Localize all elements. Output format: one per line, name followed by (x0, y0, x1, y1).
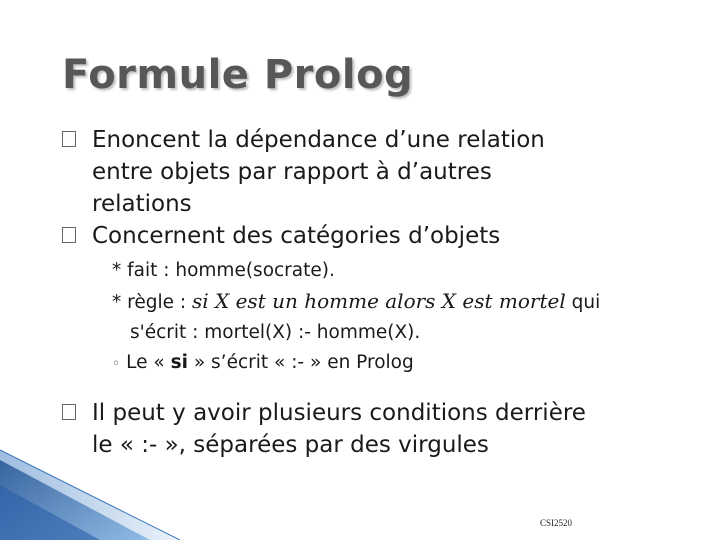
le-prefix: Le « (126, 352, 171, 373)
bullet-line: Il peut y avoir plusieurs conditions derrière (92, 400, 586, 426)
checkbox-bullet-icon (62, 131, 76, 147)
bullet-line: Concernent des catégories d’objets (92, 223, 501, 249)
checkbox-bullet-icon (62, 404, 76, 420)
regle-continuation: s'écrit : mortel(X) :- homme(X). (130, 322, 421, 343)
regle-prefix: * règle : (112, 292, 192, 313)
slide-title: Formule Prolog (62, 52, 414, 98)
le-suffix: » s’écrit « :- » en Prolog (187, 352, 414, 373)
bullet-line: relations (92, 191, 192, 217)
bullet-conditions (92, 397, 692, 461)
sub-bullet-regle (112, 286, 692, 348)
bullet-line: le « :- », séparées par des virgules (92, 432, 489, 458)
footer-course-code: CSI2520 (540, 518, 573, 528)
bullet-list (92, 124, 692, 461)
bullet-line: entre objets par rapport à d’autres (92, 159, 492, 185)
checkbox-bullet-icon (62, 227, 76, 243)
le-bold: si (170, 352, 188, 373)
regle-italic: si X est un homme alors X est mortel (191, 289, 566, 313)
sub-bullet-le (112, 348, 692, 379)
bullet-enoncent (92, 124, 692, 220)
sub-bullet-fait (112, 256, 692, 286)
sub-bullet-list (112, 256, 692, 379)
circle-bullet-icon: ◦ (112, 356, 121, 372)
fait-text: * fait : homme(socrate). (112, 260, 335, 281)
bullet-concernent (92, 220, 692, 252)
regle-suffix: qui (565, 292, 601, 313)
bullet-line: Enoncent la dépendance d’une relation (92, 127, 545, 153)
